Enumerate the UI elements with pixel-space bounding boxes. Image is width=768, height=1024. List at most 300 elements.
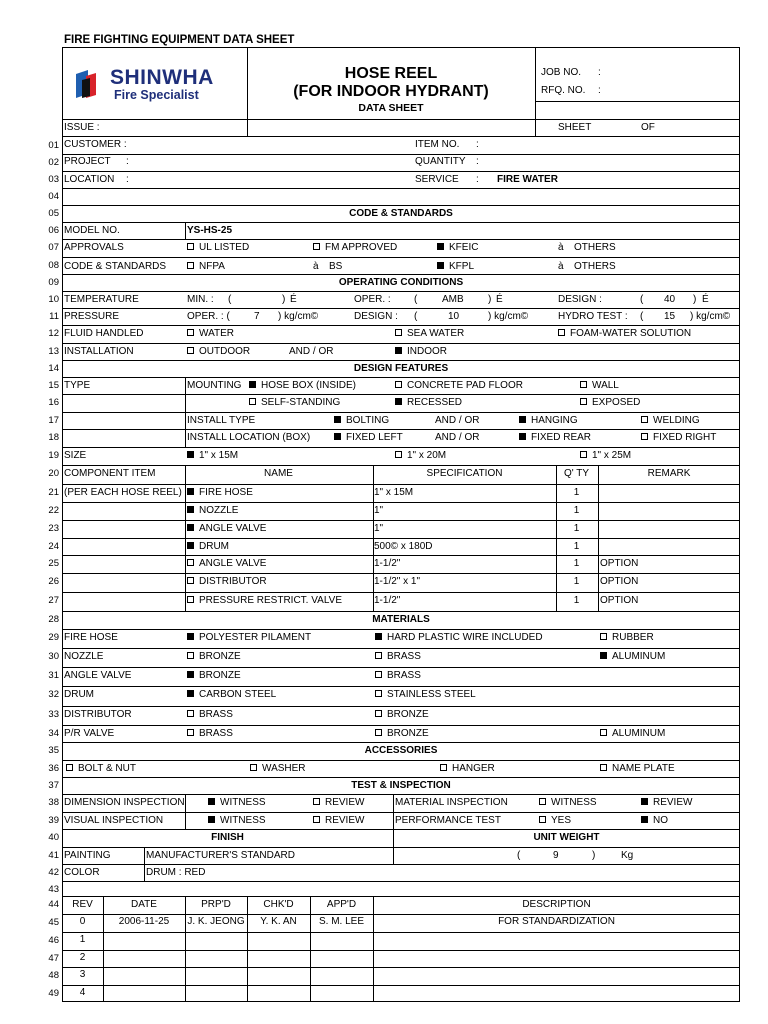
grid-hline: [62, 950, 740, 951]
rev-number: 3: [79, 969, 86, 980]
sea-water-checkbox[interactable]: [395, 329, 402, 336]
nozzle-brass-option[interactable]: BRASS: [375, 650, 421, 664]
name-plate-option[interactable]: NAME PLATE: [600, 762, 675, 776]
ul-listed-checkbox[interactable]: [187, 243, 194, 250]
rubber-checkbox[interactable]: [600, 633, 607, 640]
hanging-option[interactable]: HANGING: [519, 414, 578, 428]
grid-hline: [62, 484, 740, 485]
press-oper-label: OPER. : (: [187, 311, 230, 322]
row-number: 14: [48, 363, 59, 374]
component-qty: 1: [573, 576, 580, 587]
nozzle-bronze-checkbox[interactable]: [187, 652, 194, 659]
chkd-header: CHK'D: [263, 899, 294, 910]
rev-prepared-by: J. K. JEONG: [187, 916, 245, 927]
pr-bronze-checkbox[interactable]: [375, 729, 382, 736]
perf-no-checkbox[interactable]: [641, 816, 648, 823]
grid-vline: [393, 794, 394, 864]
rev-description: FOR STANDARDIZATION: [498, 916, 615, 927]
rfq-no-label: RFQ. NO.: [541, 85, 586, 96]
temp-min-unit: É: [290, 294, 297, 305]
component-name[interactable]: ANGLE VALVE: [187, 557, 266, 571]
vis-witness-checkbox[interactable]: [208, 816, 215, 823]
row-number: 02: [48, 157, 59, 168]
per-each-hose-reel-label: (PER EACH HOSE REEL): [64, 487, 182, 498]
hanger-option[interactable]: HANGER: [440, 762, 495, 776]
pr-bronze-option[interactable]: BRONZE: [375, 727, 429, 741]
grid-vline: [185, 465, 186, 611]
welding-checkbox[interactable]: [641, 416, 648, 423]
dim-witness-option[interactable]: WITNESS: [208, 796, 266, 810]
model-no-label: MODEL NO.: [64, 225, 120, 236]
service-colon: :: [476, 174, 479, 185]
row-number: 03: [48, 174, 59, 185]
job-no-label: JOB NO.: [541, 67, 582, 78]
fixed-left-checkbox[interactable]: [334, 433, 341, 440]
foam-water-checkbox[interactable]: [558, 329, 565, 336]
fixed-rear-checkbox[interactable]: [519, 433, 526, 440]
grid-vline: [185, 412, 186, 447]
row-number: 10: [48, 294, 59, 305]
foam-water-option[interactable]: FOAM-WATER SOLUTION: [558, 327, 691, 341]
performance-test-label: PERFORMANCE TEST: [395, 815, 501, 826]
press-design-unit: ) kg/cm©: [488, 311, 529, 322]
grid-hline: [62, 171, 740, 172]
wall-checkbox[interactable]: [580, 381, 587, 388]
size-25m-checkbox[interactable]: [580, 451, 587, 458]
code-standards-label: CODE & STANDARDS: [64, 261, 167, 272]
exposed-option[interactable]: EXPOSED: [580, 396, 640, 410]
press-hydro-lparen: (: [640, 311, 644, 322]
grid-hline: [62, 343, 740, 344]
ul-listed-option[interactable]: UL LISTED: [187, 241, 249, 255]
mat-review-option[interactable]: REVIEW: [641, 796, 692, 810]
fm-approved-option[interactable]: FM APPROVED: [313, 241, 397, 255]
component-name[interactable]: PRESSURE RESTRICT. VALVE: [187, 594, 342, 608]
fixed-left-option[interactable]: FIXED LEFT: [334, 431, 403, 445]
approvals-label: APPROVALS: [64, 242, 124, 253]
row-number: 15: [48, 380, 59, 391]
logo-subtitle: Fire Specialist: [114, 88, 199, 102]
grid-hline: [62, 447, 740, 448]
grid-hline: [62, 777, 740, 778]
polyester-option[interactable]: POLYESTER PILAMENT: [187, 631, 311, 645]
row-number: 42: [48, 867, 59, 878]
bolt-nut-option[interactable]: BOLT & NUT: [66, 762, 136, 776]
mat-witness-checkbox[interactable]: [539, 798, 546, 805]
grid-hline: [62, 257, 740, 258]
press-hydro-label: HYDRO TEST :: [558, 311, 628, 322]
grid-vline: [247, 47, 248, 136]
grid-hline: [62, 222, 740, 223]
grid-hline: [62, 864, 740, 865]
grid-hline: [62, 592, 740, 593]
row-number: 11: [49, 311, 59, 322]
nozzle-bronze-option[interactable]: BRONZE: [187, 650, 241, 664]
mat-fire-hose-label: FIRE HOSE: [64, 632, 118, 643]
row-number: 37: [48, 780, 59, 791]
temp-design-lparen: (: [640, 294, 644, 305]
perf-yes-option[interactable]: YES: [539, 814, 571, 828]
col-remark-header: REMARK: [647, 468, 691, 479]
press-design-label: DESIGN :: [354, 311, 398, 322]
visual-inspection-label: VISUAL INSPECTION: [64, 815, 164, 826]
grid-vline: [185, 222, 186, 239]
dim-review-option[interactable]: REVIEW: [313, 796, 364, 810]
grid-hline: [62, 538, 740, 539]
document-title: FIRE FIGHTING EQUIPMENT DATA SHEET: [64, 34, 295, 46]
welding-option[interactable]: WELDING: [641, 414, 700, 428]
fixed-right-checkbox[interactable]: [641, 433, 648, 440]
location-colon: :: [126, 174, 129, 185]
rev-date: 2006-11-25: [118, 916, 170, 927]
grid-hline: [62, 629, 740, 630]
hose-box-option[interactable]: HOSE BOX (INSIDE): [249, 379, 356, 393]
temp-oper-unit: É: [496, 294, 503, 305]
stainless-steel-checkbox[interactable]: [375, 690, 382, 697]
row-number: 18: [48, 432, 59, 443]
row-number: 21: [48, 487, 59, 498]
component-checkbox[interactable]: [187, 488, 194, 495]
component-name[interactable]: NOZZLE: [187, 504, 238, 518]
av-brass-option[interactable]: BRASS: [375, 669, 421, 683]
section-test-inspection: TEST & INSPECTION: [351, 780, 451, 791]
polyester-checkbox[interactable]: [187, 633, 194, 640]
grid-hline: [62, 394, 740, 395]
size-20m-option[interactable]: 1" x 20M: [395, 449, 446, 463]
bolting-checkbox[interactable]: [334, 416, 341, 423]
dim-witness-checkbox[interactable]: [208, 798, 215, 805]
component-spec: 1": [374, 523, 384, 534]
pr-brass-option[interactable]: BRASS: [187, 727, 233, 741]
row-number: 36: [48, 763, 59, 774]
washer-option[interactable]: WASHER: [250, 762, 306, 776]
pr-aluminum-checkbox[interactable]: [600, 729, 607, 736]
grid-vline: [535, 101, 536, 136]
press-design-value: 10: [448, 311, 460, 322]
date-header: DATE: [131, 899, 157, 910]
dist-bronze-option[interactable]: BRONZE: [375, 708, 429, 722]
row-number: 40: [48, 832, 59, 843]
exposed-checkbox[interactable]: [580, 398, 587, 405]
water-checkbox[interactable]: [187, 329, 194, 336]
nozzle-brass-checkbox[interactable]: [375, 652, 382, 659]
vis-review-checkbox[interactable]: [313, 816, 320, 823]
item-no-colon: :: [476, 139, 479, 150]
component-qty: 1: [573, 541, 580, 552]
grid-vline: [144, 847, 145, 881]
dist-brass-option[interactable]: BRASS: [187, 708, 233, 722]
row-number: 47: [48, 953, 59, 964]
component-spec: 1-1/2": [374, 595, 401, 606]
grid-hline: [62, 725, 740, 726]
row-number: 46: [48, 935, 59, 946]
dimension-inspection-label: DIMENSION INSPECTION: [64, 797, 185, 808]
row-number: 26: [48, 576, 59, 587]
grid-hline: [535, 101, 740, 102]
temp-design-rparen: ): [693, 294, 697, 305]
vis-witness-option[interactable]: WITNESS: [208, 814, 266, 828]
customer-label: CUSTOMER :: [64, 139, 127, 150]
bolt-nut-checkbox[interactable]: [66, 764, 73, 771]
component-spec: 500© x 180D: [374, 541, 433, 552]
nozzle-aluminum-option[interactable]: ALUMINUM: [600, 650, 665, 664]
press-hydro-value: 15: [664, 311, 676, 322]
size-25m-option[interactable]: 1" x 25M: [580, 449, 631, 463]
nfpa-checkbox[interactable]: [187, 262, 194, 269]
mat-drum-label: DRUM: [64, 689, 94, 700]
hard-plastic-option[interactable]: HARD PLASTIC WIRE INCLUDED: [375, 631, 543, 645]
row-number: 09: [48, 277, 59, 288]
press-hydro-unit: ) kg/cm©: [690, 311, 731, 322]
size-15m-option[interactable]: 1" x 15M: [187, 449, 238, 463]
temp-design-label: DESIGN :: [558, 294, 602, 305]
grid-hline: [62, 291, 740, 292]
pr-aluminum-option[interactable]: ALUMINUM: [600, 727, 665, 741]
grid-hline: [62, 686, 740, 687]
painting-label: PAINTING: [64, 850, 111, 861]
service-value: FIRE WATER: [497, 174, 558, 185]
washer-checkbox[interactable]: [250, 764, 257, 771]
temp-min-label: MIN. :: [187, 294, 214, 305]
kfeic-option[interactable]: KFEIC: [437, 241, 478, 255]
size-20m-checkbox[interactable]: [395, 451, 402, 458]
grid-hline: [62, 573, 740, 574]
kfeic-checkbox[interactable]: [437, 243, 444, 250]
outdoor-option[interactable]: OUTDOOR: [187, 345, 250, 359]
row-number: 38: [48, 797, 59, 808]
component-remark: OPTION: [600, 595, 639, 606]
fluid-handled-label: FLUID HANDLED: [64, 328, 144, 339]
quantity-label: QUANTITY: [415, 156, 466, 167]
hanger-checkbox[interactable]: [440, 764, 447, 771]
component-checkbox[interactable]: [187, 506, 194, 513]
row-number: 23: [48, 523, 59, 534]
perf-yes-checkbox[interactable]: [539, 816, 546, 823]
component-name[interactable]: DISTRIBUTOR: [187, 575, 267, 589]
title-hose-reel: HOSE REEL: [344, 65, 438, 82]
kfpl-checkbox[interactable]: [437, 262, 444, 269]
temp-min-lparen: (: [228, 294, 232, 305]
weight-value: 9: [553, 850, 559, 861]
bolting-option[interactable]: BOLTING: [334, 414, 389, 428]
row-number: 32: [48, 689, 59, 700]
component-item-label: COMPONENT ITEM: [64, 468, 156, 479]
component-name[interactable]: ANGLE VALVE: [187, 522, 266, 536]
pr-brass-checkbox[interactable]: [187, 729, 194, 736]
recessed-option[interactable]: RECESSED: [395, 396, 462, 410]
hose-box-checkbox[interactable]: [249, 381, 256, 388]
dist-brass-checkbox[interactable]: [187, 710, 194, 717]
mat-witness-option[interactable]: WITNESS: [539, 796, 597, 810]
dist-bronze-checkbox[interactable]: [375, 710, 382, 717]
grid-hline: [62, 667, 740, 668]
of-label: OF: [641, 122, 655, 133]
grid-hline: [62, 812, 740, 813]
row-number: 17: [48, 415, 59, 426]
company-logo: [74, 66, 244, 104]
mat-pr-valve-label: P/R VALVE: [64, 728, 115, 739]
component-spec: 1-1/2": [374, 558, 401, 569]
row-number: 08: [48, 260, 59, 271]
section-design-features: DESIGN FEATURES: [353, 363, 449, 374]
row-number: 35: [48, 745, 59, 756]
av-brass-checkbox[interactable]: [375, 671, 382, 678]
row-number: 20: [48, 468, 59, 479]
temp-oper-value: AMB: [442, 294, 464, 305]
row-number: 39: [48, 815, 59, 826]
project-label: PROJECT: [64, 156, 111, 167]
location-label: LOCATION: [64, 174, 115, 185]
approvals-others-option: à OTHERS: [558, 242, 616, 253]
rev-number: 2: [79, 952, 86, 963]
fixed-rear-option[interactable]: FIXED REAR: [519, 431, 591, 445]
component-checkbox[interactable]: [187, 596, 194, 603]
row-number: 05: [48, 208, 59, 219]
code-others-option: à OTHERS: [558, 261, 616, 272]
component-qty: 1: [573, 505, 580, 516]
weight-rparen: ): [592, 850, 596, 861]
grid-hline: [62, 119, 740, 120]
grid-hline: [62, 205, 740, 206]
vis-review-option[interactable]: REVIEW: [313, 814, 364, 828]
outdoor-checkbox[interactable]: [187, 347, 194, 354]
row-number: 30: [48, 651, 59, 662]
name-plate-checkbox[interactable]: [600, 764, 607, 771]
service-label: SERVICE: [415, 174, 459, 185]
model-no-value: YS-HS-25: [187, 225, 233, 236]
title-indoor-hydrant: (FOR INDOOR HYDRANT): [293, 83, 489, 100]
grid-hline: [62, 760, 740, 761]
recessed-checkbox[interactable]: [395, 398, 402, 405]
component-checkbox[interactable]: [187, 559, 194, 566]
indoor-option[interactable]: INDOOR: [395, 345, 447, 359]
rubber-option[interactable]: RUBBER: [600, 631, 654, 645]
fm-approved-checkbox[interactable]: [313, 243, 320, 250]
stainless-steel-option[interactable]: STAINLESS STEEL: [375, 688, 476, 702]
water-option[interactable]: WATER: [187, 327, 234, 341]
rfq-no-colon: :: [598, 85, 601, 96]
perf-no-option[interactable]: NO: [641, 814, 668, 828]
component-spec: 1" x 15M: [374, 487, 414, 498]
installation-label: INSTALLATION: [64, 346, 134, 357]
component-checkbox[interactable]: [187, 542, 194, 549]
size-15m-checkbox[interactable]: [187, 451, 194, 458]
grid-hline: [62, 520, 740, 521]
component-name[interactable]: FIRE HOSE: [187, 486, 253, 500]
grid-hline: [62, 706, 740, 707]
grid-hline: [62, 742, 740, 743]
description-header: DESCRIPTION: [522, 899, 591, 910]
sea-water-option[interactable]: SEA WATER: [395, 327, 464, 341]
av-bronze-option[interactable]: BRONZE: [187, 669, 241, 683]
temp-oper-label: OPER. :: [354, 294, 391, 305]
rev-number: 4: [79, 987, 86, 998]
weight-lparen: (: [517, 850, 521, 861]
job-no-colon: :: [598, 67, 601, 78]
section-finish: FINISH: [211, 832, 244, 843]
dim-review-checkbox[interactable]: [313, 798, 320, 805]
grid-hline: [62, 881, 740, 882]
quantity-colon: :: [476, 156, 479, 167]
indoor-checkbox[interactable]: [395, 347, 402, 354]
color-label: COLOR: [64, 867, 100, 878]
component-name[interactable]: DRUM: [187, 540, 229, 554]
rev-number: 1: [79, 934, 86, 945]
carbon-steel-checkbox[interactable]: [187, 690, 194, 697]
hard-plastic-checkbox[interactable]: [375, 633, 382, 640]
wall-option[interactable]: WALL: [580, 379, 619, 393]
rev-checked-by: Y. K. AN: [260, 916, 297, 927]
concrete-pad-option[interactable]: CONCRETE PAD FLOOR: [395, 379, 523, 393]
row-number: 25: [48, 558, 59, 569]
col-name-header: NAME: [264, 468, 293, 479]
self-standing-option[interactable]: SELF-STANDING: [249, 396, 340, 410]
press-design-lparen: (: [414, 311, 418, 322]
prpd-header: PRP'D: [201, 899, 231, 910]
grid-hline: [62, 648, 740, 649]
grid-hline: [62, 429, 740, 430]
component-checkbox[interactable]: [187, 524, 194, 531]
grid-hline: [62, 308, 740, 309]
section-unit-weight: UNIT WEIGHT: [533, 832, 600, 843]
component-qty: 1: [573, 523, 580, 534]
av-bronze-checkbox[interactable]: [187, 671, 194, 678]
row-number: 27: [48, 595, 59, 606]
press-oper-value: 7: [254, 311, 260, 322]
install-type-andor: AND / OR: [435, 415, 480, 426]
self-standing-checkbox[interactable]: [249, 398, 256, 405]
press-oper-unit: ) kg/cm©: [278, 311, 319, 322]
grid-hline: [62, 502, 740, 503]
grid-hline: [62, 967, 740, 968]
nozzle-aluminum-checkbox[interactable]: [600, 652, 607, 659]
grid-hline: [62, 325, 740, 326]
bs-option: à BS: [313, 261, 343, 272]
install-location-label: INSTALL LOCATION (BOX): [187, 432, 311, 443]
nfpa-option[interactable]: NFPA: [187, 260, 225, 274]
mat-review-checkbox[interactable]: [641, 798, 648, 805]
temp-design-value: 40: [664, 294, 676, 305]
sheet-label: SHEET: [558, 122, 592, 133]
row-number: 06: [48, 225, 59, 236]
weight-unit: Kg: [621, 850, 634, 861]
painting-value: MANUFACTURER'S STANDARD: [146, 850, 295, 861]
size-label: SIZE: [64, 450, 87, 461]
carbon-steel-option[interactable]: CARBON STEEL: [187, 688, 276, 702]
item-no-label: ITEM NO.: [415, 139, 460, 150]
row-number: 45: [48, 917, 59, 928]
concrete-pad-checkbox[interactable]: [395, 381, 402, 388]
row-number: 31: [48, 670, 59, 681]
hanging-checkbox[interactable]: [519, 416, 526, 423]
component-qty: 1: [573, 595, 580, 606]
row-number: 43: [48, 884, 59, 895]
grid-hline: [62, 932, 740, 933]
kfpl-option[interactable]: KFPL: [437, 260, 474, 274]
component-checkbox[interactable]: [187, 577, 194, 584]
grid-hline: [62, 377, 740, 378]
rev-header: REV: [72, 899, 93, 910]
issue-label: ISSUE :: [64, 122, 100, 133]
grid-hline: [62, 239, 740, 240]
row-number: 28: [48, 614, 59, 625]
fixed-right-option[interactable]: FIXED RIGHT: [641, 431, 716, 445]
row-number: 49: [48, 988, 59, 999]
color-value: DRUM : RED: [146, 867, 206, 878]
grid-hline: [62, 136, 740, 137]
grid-hline: [62, 794, 740, 795]
mat-angle-valve-label: ANGLE VALVE: [64, 670, 132, 681]
